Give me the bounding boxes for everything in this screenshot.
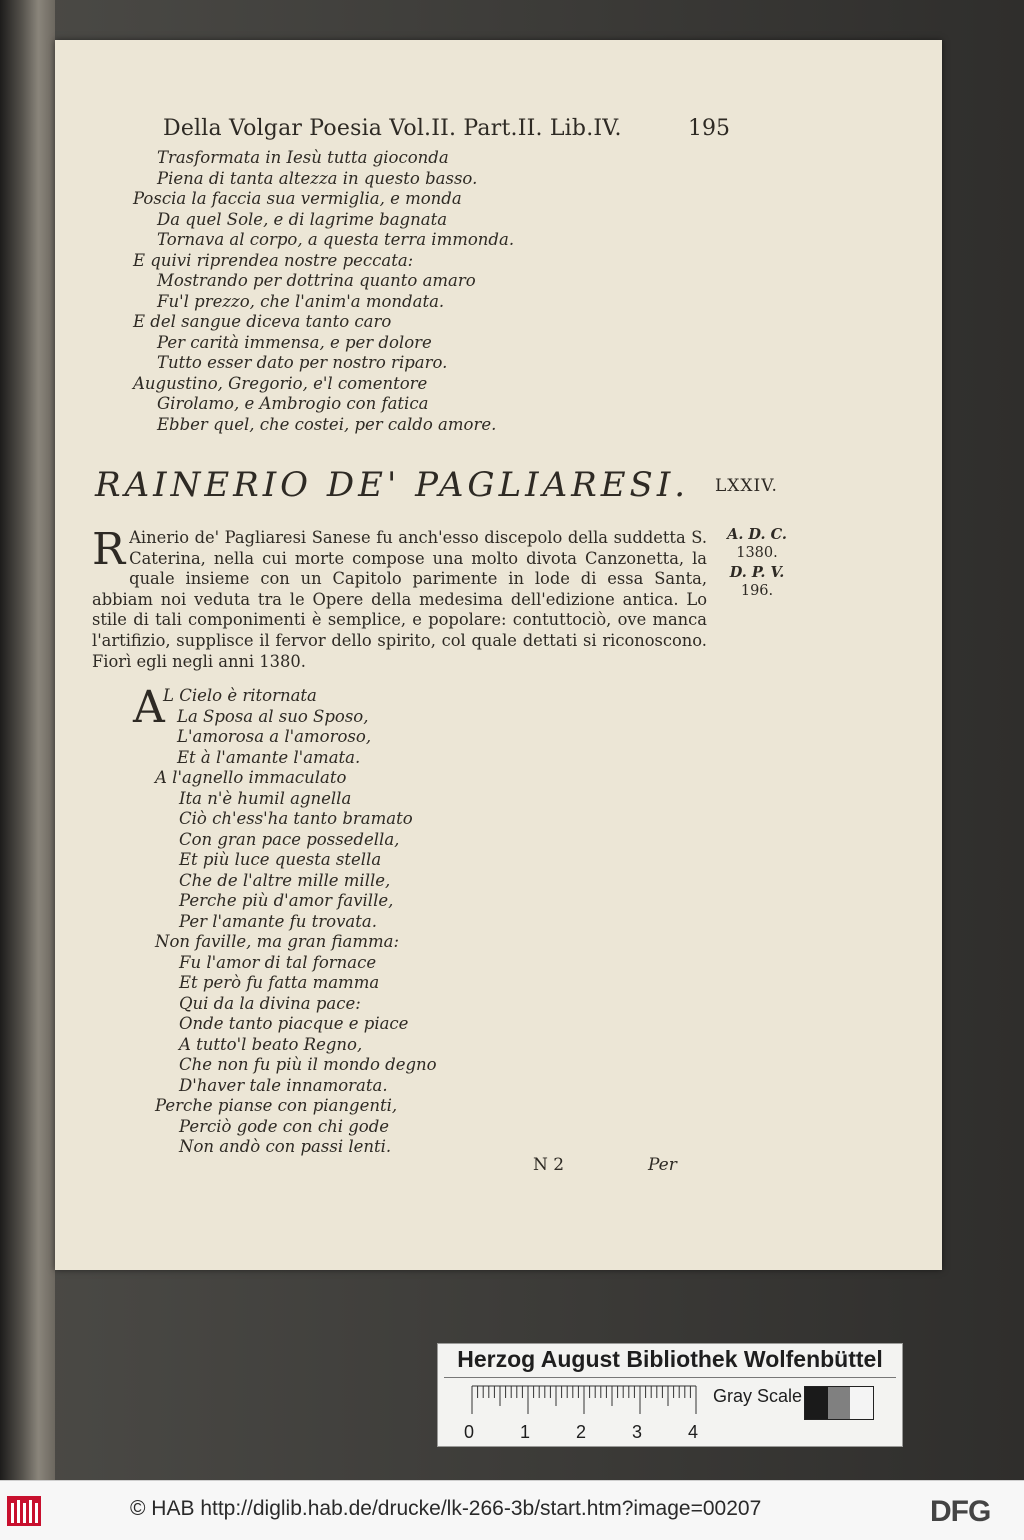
poem-line: L'amorosa a l'amoroso, bbox=[177, 727, 372, 746]
prose-text: Ainerio de' Pagliaresi Sanese fu anch'esso discepolo della suddetta S. Caterina, nella cui morte compose una molto divota Canzonetta, la quale insieme con un Capitolo parimente in lode di essa Santa, abbiam noi veduta tra le Opere della medesima dell'edizione antica. Lo stile di tali componimenti è semplice, e popolare: contuttociò, ove manca l'artifizio, supplisce il fervor dello spirito, col quale dettati si riconoscono. Fiorì egli negli anni 1380. bbox=[92, 528, 707, 671]
verse-line: E del sangue diceva tanto caro bbox=[133, 312, 392, 331]
poem-line: Ita n'è humil agnella bbox=[179, 788, 352, 808]
poem-line: D'haver tale innamorata. bbox=[179, 1075, 388, 1095]
poem-line: Ciò ch'ess'ha tanto bramato bbox=[179, 809, 413, 828]
book-spine bbox=[0, 0, 55, 1480]
biography-paragraph bbox=[92, 524, 707, 672]
poem-line: Et à l'amante l'amata. bbox=[177, 747, 361, 767]
poem-line: Onde tanto piacque e piace bbox=[179, 1014, 409, 1033]
verse-line: Poscia la faccia sua vermiglia, e monda bbox=[133, 189, 462, 208]
gray-swatch bbox=[850, 1387, 873, 1419]
poem-line: Perche più d'amor faville, bbox=[179, 891, 394, 910]
plate-title: Herzog August Bibliothek Wolfenbüttel bbox=[457, 1346, 883, 1372]
book-page bbox=[55, 40, 942, 1270]
poem-line: Qui da la divina pace: bbox=[179, 993, 361, 1013]
poem-line: Che non fu più il mondo degno bbox=[179, 1055, 437, 1074]
poem-line: Et più luce questa stella bbox=[179, 850, 382, 869]
verse-top bbox=[133, 148, 514, 435]
poem-line: Per l'amante fu trovata. bbox=[179, 911, 377, 931]
margin-note-ref: 196. bbox=[740, 583, 774, 599]
ruler-label: 1 bbox=[520, 1422, 531, 1442]
prose-dropcap: R bbox=[92, 524, 126, 575]
poem-line: L Cielo è ritornata bbox=[163, 686, 317, 705]
poem-line: Fu l'amor di tal fornace bbox=[179, 952, 377, 972]
poem-line: Non andò con passi lenti. bbox=[179, 1137, 392, 1156]
footer-bar bbox=[0, 1480, 1024, 1540]
verse-line: Mostrando per dottrina quanto amaro bbox=[157, 271, 476, 290]
catchword: Per bbox=[648, 1155, 677, 1175]
verse-line: Ebber quel, che costei, per caldo amore. bbox=[157, 414, 497, 434]
poem-line: Non faville, ma gran fiamma: bbox=[155, 932, 400, 951]
verse-line: Tornava al corpo, a questa terra immonda. bbox=[157, 230, 515, 249]
poem-line: Et però fu fatta mamma bbox=[179, 973, 380, 992]
poem-line: Perche pianse con piangenti, bbox=[155, 1096, 398, 1115]
page-number: 195 bbox=[688, 116, 730, 141]
poem-line: Che de l'altre mille mille, bbox=[179, 870, 391, 890]
poem-line: A l'agnello immaculato bbox=[155, 768, 347, 787]
library-color-plate bbox=[437, 1343, 903, 1447]
gray-scale-label: Gray Scale bbox=[713, 1386, 803, 1406]
verse-line: Augustino, Gregorio, e'l comentore bbox=[133, 373, 428, 393]
footer-link[interactable]: © HAB http://diglib.hab.de/drucke/lk-266-3b/start.htm?image=00207 bbox=[130, 1497, 762, 1520]
ruler-label: 3 bbox=[632, 1422, 643, 1442]
section-number: LXXIV. bbox=[715, 476, 778, 496]
gray-swatch bbox=[828, 1387, 851, 1419]
verse-line: Per carità immensa, e per dolore bbox=[157, 332, 432, 352]
poem-line: La Sposa al suo Sposo, bbox=[177, 706, 369, 726]
dfg-logo: DFG bbox=[930, 1495, 991, 1528]
margin-note-year: 1380. bbox=[736, 545, 778, 561]
poem-line: Con gran pace possedella, bbox=[179, 829, 400, 849]
verse-line: Girolamo, e Ambrogio con fatica bbox=[157, 394, 429, 413]
ruler-label: 2 bbox=[576, 1422, 587, 1442]
running-head: Della Volgar Poesia Vol.II. Part.II. Lib.IV. bbox=[163, 116, 622, 141]
verse-line: Trasformata in Iesù tutta gioconda bbox=[157, 148, 449, 167]
gray-swatch bbox=[805, 1387, 828, 1419]
signature-mark: N 2 bbox=[533, 1155, 565, 1175]
poem bbox=[155, 686, 437, 1158]
margin-note-dpv: D. P. V. bbox=[729, 564, 785, 581]
verse-line: Da quel Sole, e di lagrime bagnata bbox=[157, 209, 448, 229]
verse-line: Fu'l prezzo, che l'anim'a mondata. bbox=[157, 291, 445, 311]
plate-divider bbox=[444, 1377, 896, 1378]
ruler-label: 0 bbox=[464, 1422, 475, 1442]
hab-logo-icon bbox=[6, 1495, 42, 1527]
poem-dropcap: A bbox=[133, 682, 165, 733]
gray-scale-swatches bbox=[804, 1386, 874, 1420]
verse-line: Piena di tanta altezza in questo basso. bbox=[157, 168, 478, 188]
poem-line: A tutto'l beato Regno, bbox=[179, 1034, 363, 1054]
verse-line: Tutto esser dato per nostro riparo. bbox=[157, 353, 448, 372]
verse-line: E quivi riprendea nostre peccata: bbox=[133, 250, 414, 270]
ruler-label: 4 bbox=[688, 1422, 699, 1442]
section-heading: RAINERIO DE' PAGLIARESI. bbox=[95, 465, 690, 505]
margin-note-ad: A. D. C. bbox=[727, 526, 787, 543]
poem-line: Perciò gode con chi gode bbox=[179, 1116, 390, 1136]
ruler bbox=[470, 1384, 698, 1414]
